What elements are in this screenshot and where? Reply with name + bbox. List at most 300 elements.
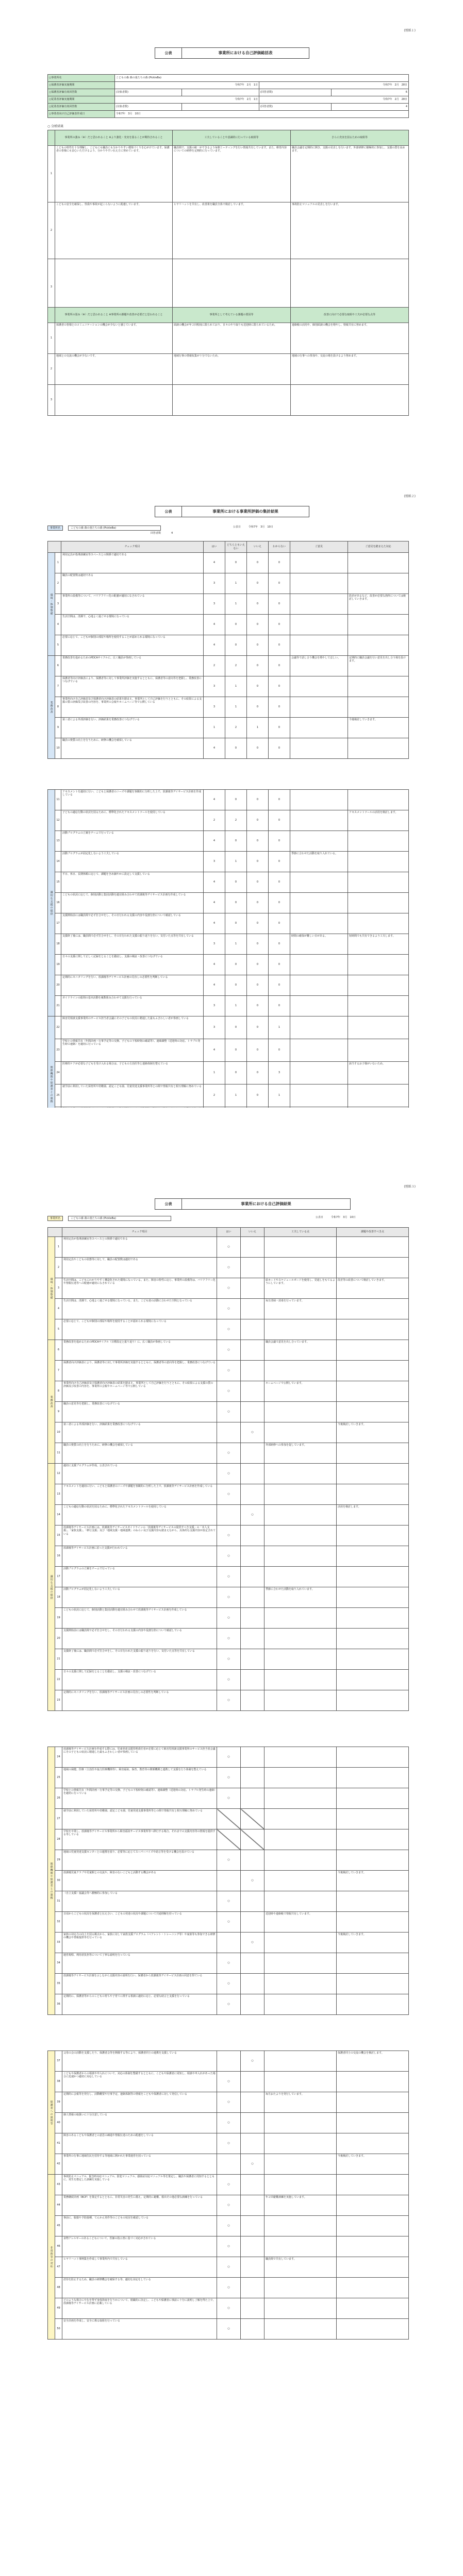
page-number: (別紙１) bbox=[404, 29, 416, 32]
issue-cell bbox=[337, 1464, 409, 1484]
table-row bbox=[48, 1850, 409, 1871]
table-row bbox=[48, 1629, 409, 1649]
yes-mark bbox=[217, 1829, 241, 1850]
yes-mark: ○ bbox=[217, 1299, 241, 1319]
effort-cell bbox=[264, 1484, 337, 1505]
check-item: アセスメントを適切に行い、こどもと保護者のニーズや課題を客観的に分析した上で、放課後等デイサービス計画を作成している bbox=[62, 1484, 217, 1505]
unknown-count: 0 bbox=[269, 996, 290, 1016]
table-row bbox=[48, 573, 409, 594]
issue-cell bbox=[337, 1912, 409, 1933]
check-item: 運営規程、利用者負担等について丁寧な説明を行っている bbox=[62, 1953, 217, 1974]
table-header: いいえ bbox=[241, 1228, 264, 1237]
no-count: 0 bbox=[247, 893, 269, 913]
table-row bbox=[48, 1237, 409, 1258]
table-row bbox=[48, 831, 409, 852]
section-label: 適切な支援の提供 bbox=[48, 790, 55, 1016]
date-label: 公表日 bbox=[316, 1216, 324, 1219]
yes-count: 3 bbox=[204, 697, 225, 718]
check-item: （自立支援）協議会等へ積極的に参加している bbox=[62, 1891, 217, 1912]
table-row bbox=[48, 1422, 409, 1443]
effort-cell: 毎月おたよりを発行しています。 bbox=[264, 2092, 337, 2113]
neutral-count: 1 bbox=[225, 573, 247, 594]
effort-cell bbox=[264, 2154, 337, 2175]
table-row bbox=[48, 2278, 409, 2298]
unknown-count: 0 bbox=[269, 831, 290, 852]
table-header: どちらともいえない bbox=[225, 541, 247, 553]
issue-cell: 今後検討していきます。 bbox=[337, 1871, 409, 1891]
issue-cell bbox=[337, 1319, 409, 1340]
info-label: ○保護者評価有効回答数 bbox=[48, 89, 115, 96]
row-number: 23 bbox=[55, 1690, 62, 1711]
check-item: 生活空間は、こどもにわかりやすく構造化された環境になっている。また、障害の特性に応じ、事業所の設備等は、バリアフリー化や情報伝達等への配慮が適切になされている bbox=[62, 1278, 217, 1299]
table-row bbox=[48, 2319, 409, 2340]
table-row bbox=[48, 1871, 409, 1891]
publish-date: 令和7年 3月 10日 bbox=[331, 1216, 356, 1219]
yes-mark: ○ bbox=[217, 1994, 241, 2015]
check-item: 就学前に利用していた保育所や幼稚園、認定こども園、児童発達支援事業所等との間で情報共有と相互理解に努めている bbox=[61, 1084, 204, 1107]
yes-mark: ○ bbox=[217, 2257, 241, 2278]
table-row bbox=[48, 1278, 409, 1299]
respondent-count: 4 bbox=[171, 532, 173, 535]
opinion-cell bbox=[290, 810, 348, 831]
neutral-count: 0 bbox=[225, 893, 247, 913]
check-item: 業務継続計画（BCP）を策定するとともに、非常災害の発生に備え、定期的に避難、救出その他必要な訓練を行っている bbox=[62, 2195, 217, 2216]
staff-evaluation-table bbox=[47, 541, 409, 1153]
no-mark bbox=[241, 1912, 264, 1933]
row-number: 2 bbox=[55, 573, 61, 594]
row-number: 1 bbox=[48, 146, 55, 202]
opinion-cell bbox=[290, 893, 348, 913]
row-number: 3 bbox=[48, 385, 55, 416]
table-row bbox=[48, 2175, 409, 2195]
response-cell: 短時間でも共有できるよう工夫します。 bbox=[348, 934, 409, 955]
response-cell: 定期的に職員会議を行い意見を出し合う場を設けます。 bbox=[348, 656, 409, 676]
effort-cell: ホームページで公開しています。 bbox=[264, 1381, 337, 1402]
unknown-count: 1 bbox=[269, 1084, 290, 1107]
issue-cell bbox=[337, 1891, 409, 1912]
yes-count: 4 bbox=[204, 955, 225, 975]
no-count: 0 bbox=[247, 1084, 269, 1107]
neutral-count: 0 bbox=[225, 975, 247, 996]
table-row bbox=[48, 718, 409, 738]
check-item: 学校を卒業し、放課後等デイサービス事業所から障害福祉サービス事業所等へ移行する場合、それまでの支援内容等の情報を提供する等している bbox=[62, 1829, 217, 1850]
row-number: 1 bbox=[55, 1237, 62, 1258]
effort-cell bbox=[264, 1891, 337, 1912]
issue-cell bbox=[337, 2298, 409, 2319]
table-row bbox=[48, 1546, 409, 1567]
check-item: ガイドラインの総則の基本活動を複数組み合わせて支援を行っている bbox=[61, 996, 204, 1016]
analysis-label: ○ 分析結果 bbox=[47, 125, 64, 128]
no-count: 0 bbox=[247, 996, 269, 1016]
yes-mark: ○ bbox=[217, 1484, 241, 1505]
table-header bbox=[48, 541, 61, 553]
page-number: (別紙２) bbox=[404, 495, 416, 498]
issue-cell bbox=[337, 1608, 409, 1629]
effort-cell: 年２回避難訓練を実施しています。 bbox=[264, 2195, 337, 2216]
issue-cell bbox=[337, 1299, 409, 1319]
no-mark bbox=[241, 1319, 264, 1340]
effort-cell bbox=[264, 1361, 337, 1381]
no-count: 0 bbox=[247, 975, 269, 996]
check-item: 必要に応じて、こどもが個別の部屋や場所を使用することが認められる環境になっている bbox=[62, 1319, 217, 1340]
table-row bbox=[48, 697, 409, 718]
yes-count: 4 bbox=[204, 1039, 225, 1062]
check-item: 活動プログラムが固定化しないよう工夫している bbox=[61, 852, 204, 872]
no-mark bbox=[241, 1278, 264, 1299]
table-row bbox=[48, 1443, 409, 1464]
table-row bbox=[48, 2154, 409, 2175]
facility-info bbox=[47, 526, 408, 537]
info-label: ○従業者評価実施期間 bbox=[48, 96, 115, 104]
table-row bbox=[48, 2195, 409, 2216]
no-mark bbox=[241, 1629, 264, 1649]
opinion-cell bbox=[290, 676, 348, 697]
check-item: 生活空間は、清潔で、心地よく過ごせる環境になっている bbox=[61, 615, 204, 635]
row-number: 7 bbox=[55, 1361, 62, 1381]
issue-cell bbox=[337, 1629, 409, 1649]
issue-cell bbox=[337, 2216, 409, 2236]
table-row bbox=[48, 2092, 409, 2113]
section-label: 環境・体制整備 bbox=[48, 553, 55, 656]
effort-cell bbox=[264, 1953, 337, 1974]
no-mark bbox=[241, 2072, 264, 2092]
effort-cell bbox=[264, 1464, 337, 1484]
effort-cell bbox=[264, 1629, 337, 1649]
opinion-cell bbox=[290, 697, 348, 718]
row-number: 21 bbox=[55, 996, 61, 1016]
unknown-count: 0 bbox=[269, 810, 290, 831]
yes-count: 4 bbox=[204, 553, 225, 573]
check-item: 生活空間は、清潔で、心地よく過ごせる環境になっている。また、こども達の活動に合わせた空間となっている bbox=[62, 1299, 217, 1319]
check-item: 医療的ケアが必要な子どもを受け入れる場合は、子どもの主治医等と連絡体制を整えている bbox=[61, 1062, 204, 1084]
page-title: 事業所における事業所評価の集計結果 bbox=[212, 509, 278, 514]
effort-cell bbox=[264, 1994, 337, 2015]
strength-cell: こどもの特性を十分理解し、こどもにも職員にも分かりやすい環境づくりを心がけています。保護者の皆様にも安心いただけるよう、分かりやすい伝え方に努めています。 bbox=[55, 146, 173, 202]
section-label: 業務改善 bbox=[48, 1340, 55, 1464]
yes-count: 4 bbox=[204, 831, 225, 852]
effort-cell: 職員間で共有しています。 bbox=[264, 2257, 337, 2278]
no-mark bbox=[241, 1788, 264, 1809]
gap-cell bbox=[48, 2015, 409, 2051]
info-sub: (対象者数) bbox=[115, 104, 182, 111]
check-item: 利用定員が指導訓練室等スペースとの関係で適切である bbox=[62, 1237, 217, 1258]
facility-label: 事業所名 bbox=[47, 1216, 63, 1221]
no-mark bbox=[241, 1237, 264, 1258]
issue-cell bbox=[337, 1747, 409, 1768]
neutral-count: 2 bbox=[225, 718, 247, 738]
section-label: 適切な支援の提供 bbox=[48, 1464, 55, 1711]
check-item: 放課後等デイサービス計画には、放課後等デイサービスガイドラインの「放課後等デイサービスの提供すべき支援」の「本人支援」、「家族支援」、「移行支援」及び「地域支援・地域連携」のねらい及び支援内容も踏まえながら、具体的な支援内容が設定されている bbox=[62, 1526, 217, 1546]
row-number: 12 bbox=[55, 1464, 62, 1484]
table-row bbox=[48, 1608, 409, 1629]
yes-mark: ○ bbox=[217, 1629, 241, 1649]
unknown-count: 0 bbox=[269, 872, 290, 893]
yes-count: 3 bbox=[204, 594, 225, 615]
issue-cell bbox=[337, 1567, 409, 1587]
row-number: 43 bbox=[55, 2175, 62, 2195]
yes-mark: ○ bbox=[217, 2092, 241, 2113]
effort-cell bbox=[264, 2113, 337, 2133]
row-number: 18 bbox=[55, 1587, 62, 1608]
yes-mark: ○ bbox=[217, 1670, 241, 1690]
row-number: 42 bbox=[55, 2154, 62, 2175]
row-number: 49 bbox=[55, 2298, 62, 2319]
issue-cell bbox=[337, 1258, 409, 1278]
weakness-cell: 地域の行事への参加や、交流の場を設けるよう努めます。 bbox=[291, 354, 409, 385]
unknown-count: 0 bbox=[269, 738, 290, 759]
response-cell bbox=[348, 852, 409, 872]
issue-cell bbox=[337, 1809, 409, 1829]
neutral-count: 0 bbox=[225, 872, 247, 893]
no-mark bbox=[241, 1258, 264, 1278]
section-gap bbox=[48, 759, 409, 790]
table-row bbox=[48, 635, 409, 656]
staff-evaluation-page bbox=[0, 464, 463, 1103]
weakness-header: 改善に向けて必要な取組や工夫が必要な点等 bbox=[291, 308, 409, 323]
table-row bbox=[48, 2133, 409, 2154]
response-cell bbox=[348, 697, 409, 718]
yes-count: 3 bbox=[204, 676, 225, 697]
yes-mark: ○ bbox=[217, 1850, 241, 1871]
neutral-count: 0 bbox=[225, 1039, 247, 1062]
issue-cell bbox=[337, 1340, 409, 1361]
check-item: 個人情報の取扱いに十分注意している bbox=[62, 2113, 217, 2133]
row-number: 21 bbox=[55, 1649, 62, 1670]
no-count: 0 bbox=[247, 831, 269, 852]
issue-cell: 今後検討していきます。 bbox=[337, 1933, 409, 1953]
table-row bbox=[48, 955, 409, 975]
weakness-header: 事業所として考えている課題の要因等 bbox=[173, 308, 291, 323]
response-cell bbox=[348, 996, 409, 1016]
info-value bbox=[182, 104, 259, 111]
info-table bbox=[47, 74, 409, 118]
row-number: 25 bbox=[55, 1084, 61, 1107]
unknown-count: 0 bbox=[269, 893, 290, 913]
effort-cell bbox=[264, 1933, 337, 1953]
check-item: 定期的に、保護者等からのこどもの育ちや子育てに関する相談に適切に応じ、必要な助言と支援を行っている bbox=[62, 1994, 217, 2015]
response-cell bbox=[348, 831, 409, 852]
opinion-cell bbox=[290, 615, 348, 635]
yes-count: 4 bbox=[204, 635, 225, 656]
neutral-count: 0 bbox=[225, 955, 247, 975]
no-mark bbox=[241, 2236, 264, 2257]
yes-mark: ○ bbox=[217, 2236, 241, 2257]
table-row bbox=[48, 1994, 409, 2015]
neutral-count: 0 bbox=[225, 790, 247, 810]
table-row bbox=[48, 1505, 409, 1526]
opinion-cell bbox=[290, 553, 348, 573]
neutral-count: 0 bbox=[225, 831, 247, 852]
opinion-cell bbox=[290, 594, 348, 615]
facility-info bbox=[47, 1216, 408, 1223]
effort-cell bbox=[264, 2236, 337, 2257]
effort-cell bbox=[264, 2278, 337, 2298]
row-number: 2 bbox=[48, 202, 55, 259]
no-mark bbox=[241, 1649, 264, 1670]
page-title: 事業所における自己評価総括表 bbox=[218, 50, 273, 56]
opinion-cell bbox=[290, 573, 348, 594]
info-sub: (回答者数) bbox=[259, 104, 332, 111]
effort-cell bbox=[264, 2216, 337, 2236]
check-item: 必要に応じて、こどもが個別の部屋や場所を使用することが認められる環境になっている bbox=[61, 635, 204, 656]
yes-mark: ○ bbox=[217, 1258, 241, 1278]
yes-count: 4 bbox=[204, 893, 225, 913]
table-row bbox=[48, 1747, 409, 1768]
row-number: 22 bbox=[55, 1016, 61, 1039]
check-item: 家族の対応力の向上を図る観点から、家族に対して家族支援プログラム（ペアレント・トレーニング等）や家族等も参加できる研修の機会や情報提供等を行っている bbox=[62, 1933, 217, 1953]
row-number: 28 bbox=[55, 1829, 62, 1850]
no-count: 0 bbox=[247, 635, 269, 656]
table-row bbox=[48, 1809, 409, 1829]
row-number: 44 bbox=[55, 2195, 62, 2216]
row-number: 5 bbox=[55, 1319, 62, 1340]
response-cell: アセスメントツールの活用を検討します。 bbox=[348, 810, 409, 831]
no-mark: ○ bbox=[241, 2051, 264, 2072]
response-cell: 該当するお子様がいないため。 bbox=[348, 1062, 409, 1084]
strengths-header: 事業所の強み（※）だと思われること ※より強化・充実を図ることが期待されること bbox=[55, 130, 173, 146]
no-mark bbox=[241, 2257, 264, 2278]
table-header: チェック項目 bbox=[61, 541, 204, 553]
check-item: 日頃からこどもの状況を保護者と伝え合い、こどもの発達の状況や課題について共通理解を持っている bbox=[62, 1912, 217, 1933]
no-mark: ○ bbox=[241, 1505, 264, 1526]
neutral-count: 1 bbox=[225, 996, 247, 1016]
check-item: 支援終了後には、職員間で必ず打合せをし、その日行われた支援の振り返りを行い、気付いた点等を共有している bbox=[62, 1649, 217, 1670]
check-item: 日々の支援に関して記録をとることを徹底し、支援の検証・改善につなげている bbox=[62, 1670, 217, 1690]
row-number: 41 bbox=[55, 2133, 62, 2154]
table-row bbox=[48, 1319, 409, 1340]
no-mark bbox=[241, 2113, 264, 2133]
effort-cell bbox=[264, 2319, 337, 2340]
yes-mark: ○ bbox=[217, 1464, 241, 1484]
info-value: 令和7年 3月 10日 bbox=[115, 111, 409, 118]
response-cell bbox=[348, 635, 409, 656]
row-number: 37 bbox=[55, 2051, 62, 2072]
yes-mark: ○ bbox=[217, 1788, 241, 1809]
no-count: 0 bbox=[247, 810, 269, 831]
issue-cell bbox=[337, 2319, 409, 2340]
unknown-count: 0 bbox=[269, 594, 290, 615]
yes-mark: ○ bbox=[217, 2133, 241, 2154]
strengths-header: 工夫していることや意識的に行っている取組等 bbox=[173, 130, 291, 146]
table-row bbox=[48, 1484, 409, 1505]
unknown-count: 0 bbox=[269, 1039, 290, 1062]
issue-cell: 活用を検討します。 bbox=[337, 1505, 409, 1526]
check-item: こどもや保護者からの相談や申入れについて、対応の体制を整備するとともに、こどもや保護者に周知し、相談や申入れがあった場合に迅速かつ適切に対応している bbox=[62, 2072, 217, 2092]
yes-mark: ○ bbox=[217, 1953, 241, 1974]
response-cell bbox=[348, 913, 409, 934]
no-count: 0 bbox=[247, 656, 269, 676]
yes-mark: ○ bbox=[217, 1340, 241, 1361]
check-item: こどもの状況に応じて、個別活動と集団活動を適宜組み合わせて放課後等デイサービス計画を作成している bbox=[62, 1608, 217, 1629]
table-row bbox=[48, 676, 409, 697]
issue-cell bbox=[337, 2072, 409, 2092]
opinion-cell: 時間の確保が難しい日がある。 bbox=[290, 934, 348, 955]
opinion-cell bbox=[290, 913, 348, 934]
effort-cell bbox=[264, 1505, 337, 1526]
yes-mark: ○ bbox=[217, 1361, 241, 1381]
row-number: 10 bbox=[55, 738, 61, 759]
effort-cell: 職員会議で意見を出し合っています。 bbox=[264, 1340, 337, 1361]
opinion-cell bbox=[290, 1039, 348, 1062]
no-mark: ○ bbox=[241, 1933, 264, 1953]
info-value: こどもの森 森の童たちの森 (PickleBa) bbox=[115, 75, 409, 82]
yes-count: 1 bbox=[204, 1062, 225, 1084]
check-item: 利用定員が指導訓練室等スペースとの関係で適切である bbox=[61, 553, 204, 573]
opinion-cell bbox=[290, 996, 348, 1016]
effort-cell bbox=[264, 1649, 337, 1670]
table-row bbox=[48, 2051, 409, 2072]
yes-count: 3 bbox=[204, 996, 225, 1016]
no-count: 0 bbox=[247, 1016, 269, 1039]
yes-mark: ○ bbox=[217, 1443, 241, 1464]
weakness-cell: 連絡帳の活用や、個別面談の機会を増やし、情報共有に努めます。 bbox=[291, 323, 409, 354]
row-number: 23 bbox=[55, 1039, 61, 1062]
no-mark bbox=[241, 1747, 264, 1768]
response-cell bbox=[348, 573, 409, 594]
row-number: 38 bbox=[55, 2072, 62, 2092]
no-mark bbox=[241, 1809, 264, 1829]
section-label: 非常時等の対応 bbox=[48, 2175, 55, 2340]
check-item: 子どもの適応行動の状況を図るために、標準化されたアセスメントツールを使用している bbox=[61, 810, 204, 831]
issue-cell: 今後検討していきます。 bbox=[337, 2154, 409, 2175]
row-number: 35 bbox=[55, 1974, 62, 1994]
unknown-count: 0 bbox=[269, 913, 290, 934]
row-number: 45 bbox=[55, 2216, 62, 2236]
no-count: 0 bbox=[247, 738, 269, 759]
facility-label: 事業所名 bbox=[47, 526, 63, 531]
strength-cell: ヒヤリハットを共有し、改善策を職員全体で検討しています。 bbox=[173, 202, 291, 259]
row-number: 33 bbox=[55, 1933, 62, 1953]
yes-mark: ○ bbox=[217, 1974, 241, 1994]
row-number: 30 bbox=[55, 1871, 62, 1891]
yes-count: 4 bbox=[204, 913, 225, 934]
section-label: 環境・体制整備 bbox=[48, 1237, 55, 1340]
row-number: 8 bbox=[55, 1381, 62, 1402]
effort-cell bbox=[264, 1670, 337, 1690]
unknown-count: 0 bbox=[269, 697, 290, 718]
issue-cell bbox=[337, 2236, 409, 2257]
no-mark bbox=[241, 1891, 264, 1912]
issue-cell bbox=[337, 1829, 409, 1850]
row-number: 13 bbox=[55, 1484, 62, 1505]
effort-cell bbox=[264, 2051, 337, 2072]
yes-mark: ○ bbox=[217, 1319, 241, 1340]
check-item: 支援開始前には職員間で必ず打合せをし、その日行われる支援の内容や役割分担について確認している bbox=[62, 1629, 217, 1649]
title-box bbox=[155, 1198, 351, 1210]
row-number: 13 bbox=[55, 831, 61, 852]
info-value: 令和7年 2月 1日 bbox=[115, 82, 259, 89]
neutral-count: 1 bbox=[225, 676, 247, 697]
issue-cell bbox=[337, 1402, 409, 1422]
response-cell bbox=[348, 1039, 409, 1062]
unknown-count: 0 bbox=[269, 635, 290, 656]
issue-cell bbox=[337, 2257, 409, 2278]
table-row bbox=[48, 1084, 409, 1107]
response-cell bbox=[348, 1016, 409, 1039]
effort-cell: 毎日清掃・消毒を行っています。 bbox=[264, 1299, 337, 1319]
check-item: 地域の保健、医療（主治医や協力医療機関等）、障害福祉、保育、教育等の関係機関と連携して支援を行う体制を整えている bbox=[62, 1768, 217, 1788]
row-number: 47 bbox=[55, 2257, 62, 2278]
check-item: 支援開始前には職員間で必ず打合せをし、その日行われる支援の内容や役割分担について確認している bbox=[61, 913, 204, 934]
no-mark bbox=[241, 1361, 264, 1381]
section-gap bbox=[48, 1711, 409, 1747]
self-evaluation-page bbox=[0, 1108, 463, 2576]
opinion-cell bbox=[290, 790, 348, 810]
table-row bbox=[48, 738, 409, 759]
row-number: 7 bbox=[55, 676, 61, 697]
row-number: 15 bbox=[55, 1526, 62, 1546]
table-row bbox=[48, 1587, 409, 1608]
